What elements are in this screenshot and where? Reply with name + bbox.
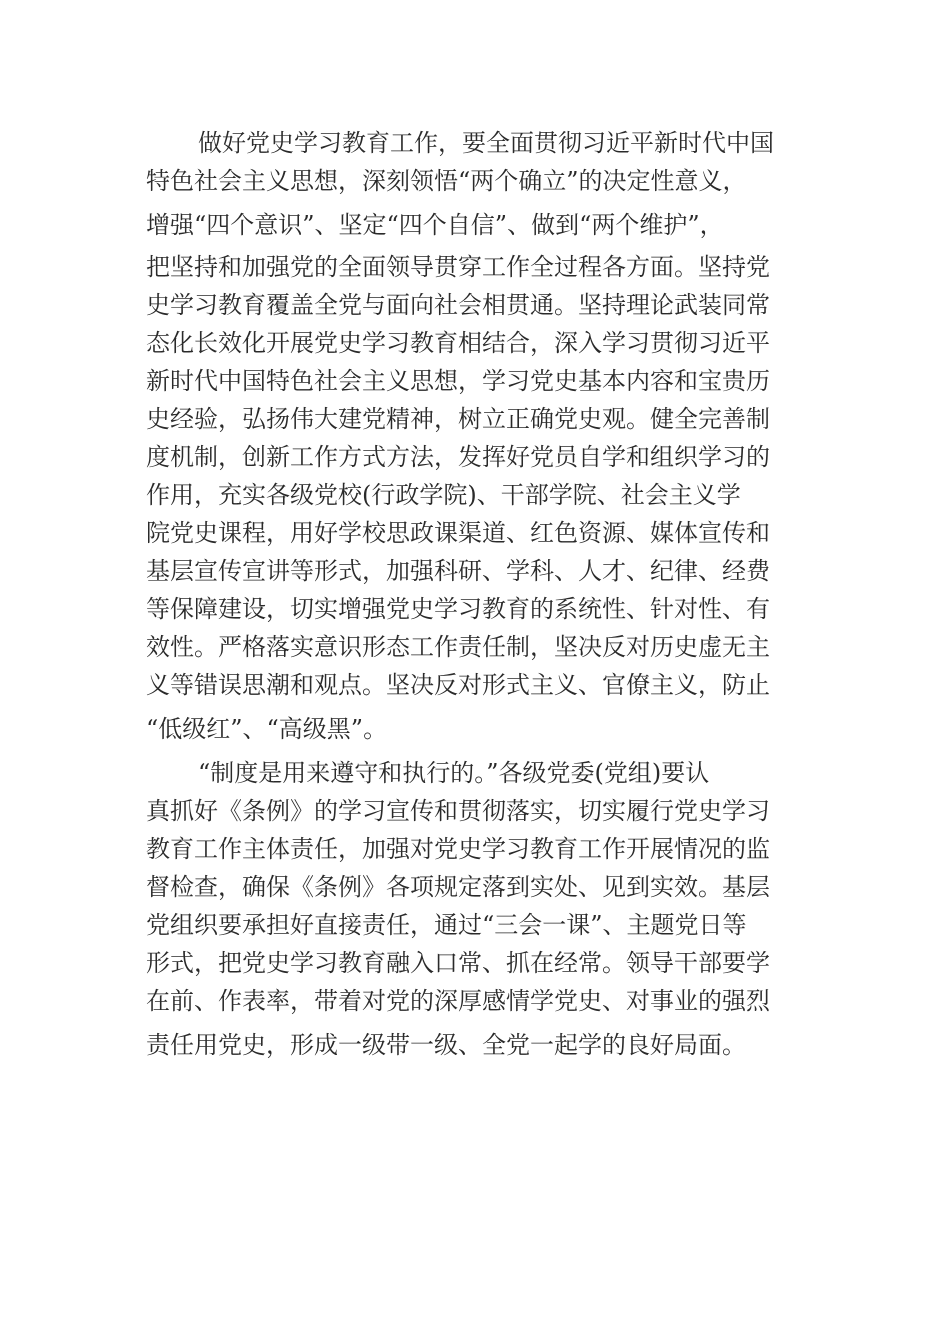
paragraph-1 bbox=[146, 124, 806, 748]
paragraph-line: 教育工作主体责任，加强对党史学习教育工作开展情况的监 bbox=[146, 835, 770, 863]
paragraph-line: 督检查，确保《条例》各项规定落到实处、见到实效。基层 bbox=[146, 873, 770, 901]
paragraph-line: 真抓好《条例》的学习宣传和贯彻落实，切实履行党史学习 bbox=[146, 797, 770, 825]
paragraph-line: 史学习教育覆盖全党与面向社会相贯通。坚持理论武装同常 bbox=[146, 291, 770, 319]
paragraph-2 bbox=[146, 754, 806, 1064]
paragraph-line: 在前、作表率，带着对党的深厚感情学党史、对事业的强烈 bbox=[146, 987, 770, 1015]
paragraph-line: 把坚持和加强党的全面领导贯穿工作全过程各方面。坚持党 bbox=[146, 253, 770, 281]
paragraph-line: “低级红”、“高级黑”。 bbox=[146, 715, 388, 743]
paragraph-line: 做好党史学习教育工作，要全面贯彻习近平新时代中国 bbox=[198, 129, 774, 157]
paragraph-line: 基层宣传宣讲等形式，加强科研、学科、人才、纪律、经费 bbox=[146, 557, 770, 585]
paragraph-line: 义等错误思潮和观点。坚决反对形式主义、官僚主义，防止 bbox=[146, 671, 770, 699]
paragraph-line: 度机制，创新工作方式方法，发挥好党员自学和组织学习的 bbox=[146, 443, 770, 471]
paragraph-line: 党组织要承担好直接责任，通过“三会一课”、主题党日等 bbox=[146, 911, 747, 939]
paragraph-line: 责任用党史，形成一级带一级、全党一起学的良好局面。 bbox=[146, 1031, 746, 1059]
paragraph-line: 效性。严格落实意识形态工作责任制，坚决反对历史虚无主 bbox=[146, 633, 770, 661]
paragraph-line: 形式，把党史学习教育融入口常、抓在经常。领导干部要学 bbox=[146, 949, 770, 977]
paragraph-line: 增强“四个意识”、坚定“四个自信”、做到“两个维护”， bbox=[146, 211, 724, 239]
paragraph-line: 特色社会主义思想，深刻领悟“两个确立”的决定性意义， bbox=[146, 167, 747, 195]
paragraph-line: “制度是用来遵守和执行的。”各级党委(党组)要认 bbox=[198, 759, 710, 787]
paragraph-line: 等保障建设，切实增强党史学习教育的系统性、针对性、有 bbox=[146, 595, 770, 623]
paragraph-line: 史经验，弘扬伟大建党精神，树立正确党史观。健全完善制 bbox=[146, 405, 770, 433]
paragraph-line: 院党史课程，用好学校思政课渠道、红色资源、媒体宣传和 bbox=[146, 519, 770, 547]
paragraph-line: 新时代中国特色社会主义思想，学习党史基本内容和宝贵历 bbox=[146, 367, 770, 395]
paragraph-line: 态化长效化开展党史学习教育相结合，深入学习贯彻习近平 bbox=[146, 329, 770, 357]
document-body bbox=[146, 124, 806, 1064]
paragraph-line: 作用，充实各级党校(行政学院)、干部学院、社会主义学 bbox=[146, 481, 741, 509]
